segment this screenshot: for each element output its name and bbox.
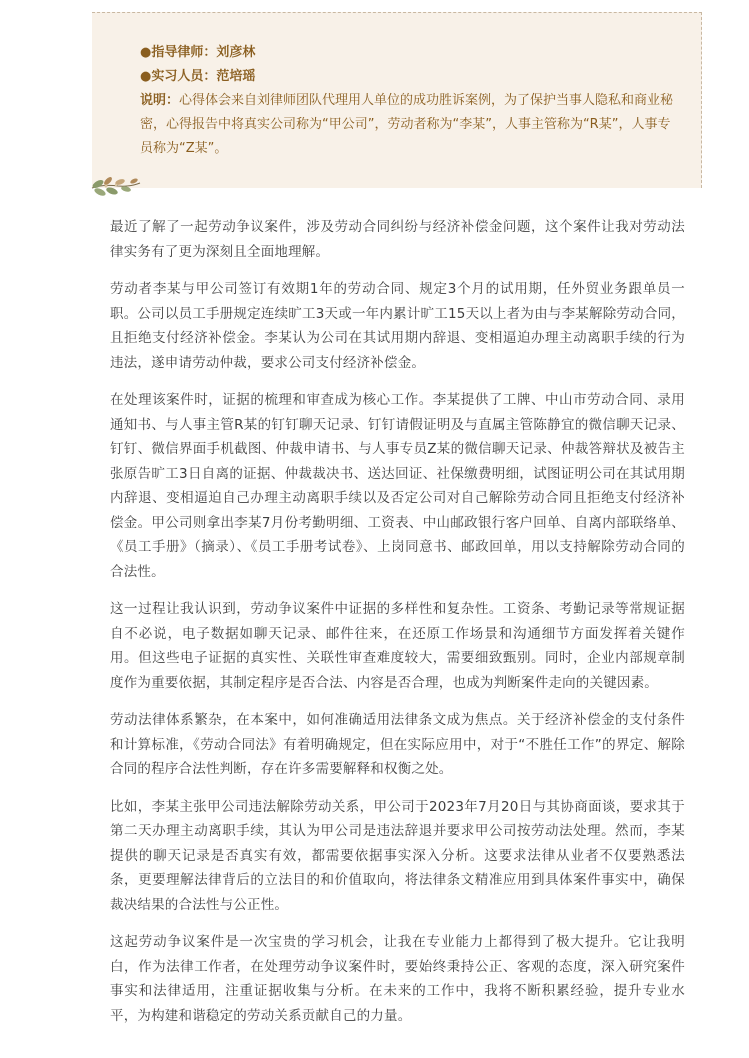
paragraph: 这一过程让我认识到，劳动争议案件中证据的多样性和复杂性。工资条、考勤记录等常规证据自不必说，电子数据如聊天记录、邮件往来，在还原工作场景和沟通细节方面发挥着关键作用。但这些电子证据的真实性、关联性审查难度较大，需要细致甄别。同时，企业内部规章制度作为重要依据，其制定程序是否合法、内容是否合理，也成为判断案件走向的关键因素。 [110, 601, 685, 691]
intern-line [140, 65, 680, 89]
intern-label: ●实习人员： [140, 69, 217, 84]
paragraph: 劳动者李某与甲公司签订有效期1年的劳动合同、规定3个月的试用期，任外贸业务跟单员一职。公司以员工手册规定连续旷工3天或一年内累计旷工15天以上者为由与李某解除劳动合同，且拒绝支付经济补偿金。李某认为公司在其试用期内辞退、变相逼迫办理主动离职手续的行为违法，遂申请劳动仲裁，要求公司支付经济补偿金。 [110, 281, 685, 371]
intern-name: 范培瑶 [216, 69, 256, 84]
mentor-line [140, 41, 680, 65]
paragraph: 劳动法律体系繁杂，在本案中，如何准确适用法律条文成为焦点。关于经济补偿金的支付条件和计算标准，《劳动合同法》有着明确规定，但在实际应用中，对于“不胜任工作”的界定、解除合同的程序合法性判断，存在许多需要解释和权衡之处。 [110, 712, 685, 777]
info-box-content [140, 41, 680, 161]
mentor-label: ●指导律师： [140, 45, 217, 60]
paragraph: 这起劳动争议案件是一次宝贵的学习机会，让我在专业能力上都得到了极大提升。它让我明白，作为法律工作者，在处理劳动争议案件时，要始终秉持公正、客观的态度，深入研究案件事实和法律适用，注重证据收集与分析。在未来的工作中，我将不断积累经验，提升专业水平，为构建和谐稳定的劳动关系贡献自己的力量。 [110, 934, 685, 1024]
paragraph: 最近了解了一起劳动争议案件，涉及劳动合同纠纷与经济补偿金问题，这个案件让我对劳动法律实务有了更为深刻且全面地理解。 [110, 219, 685, 260]
note [140, 89, 680, 161]
article-body [110, 215, 685, 1041]
info-box [92, 12, 702, 188]
note-text: 心得体会来自刘律师团队代理用人单位的成功胜诉案例，为了保护当事人隐私和商业秘密，心得报告中将真实公司称为“甲公司”，劳动者称为“李某”，人事主管称为“R某”，人事专员称为“Z某”。 [140, 93, 674, 156]
note-label: 说明： [140, 93, 180, 108]
paragraph: 在处理该案件时，证据的梳理和审查成为核心工作。李某提供了工牌、中山市劳动合同、录用通知书、与人事主管R某的钉钉聊天记录、钉钉请假证明及与直属主管陈静宜的微信聊天记录、钉钉、微信界面手机截图、仲裁申请书、与人事专员Z某的微信聊天记录、仲裁答辩状及被告主张原告旷工3日自离的证据、仲裁裁决书、送达回证、社保缴费明细，试图证明公司在其试用期内辞退、变相逼迫自己办理主动离职手续以及否定公司对自己解除劳动合同且拒绝支付经济补偿金。甲公司则拿出李某7月份考勤明细、工资表、中山邮政银行客户回单、自离内部联络单、《员工手册》（摘录）、《员工手册考试卷》、上岗同意书、邮政回单，用以支持解除劳动合同的合法性。 [110, 392, 685, 580]
mentor-name: 刘彦林 [216, 45, 256, 60]
paragraph: 比如，李某主张甲公司违法解除劳动关系，甲公司于2023年7月20日与其协商面谈，要求其于第二天办理主动离职手续，其认为甲公司是违法辞退并要求甲公司按劳动法处理。然而，李某提供的聊天记录是否真实有效，都需要依据事实深入分析。这要求法律从业者不仅要熟悉法条，更要理解法律背后的立法目的和价值取向，将法律条文精准应用到具体案件事实中，确保裁决结果的合法性与公正性。 [110, 798, 685, 913]
leaf-decoration-icon [88, 170, 144, 200]
